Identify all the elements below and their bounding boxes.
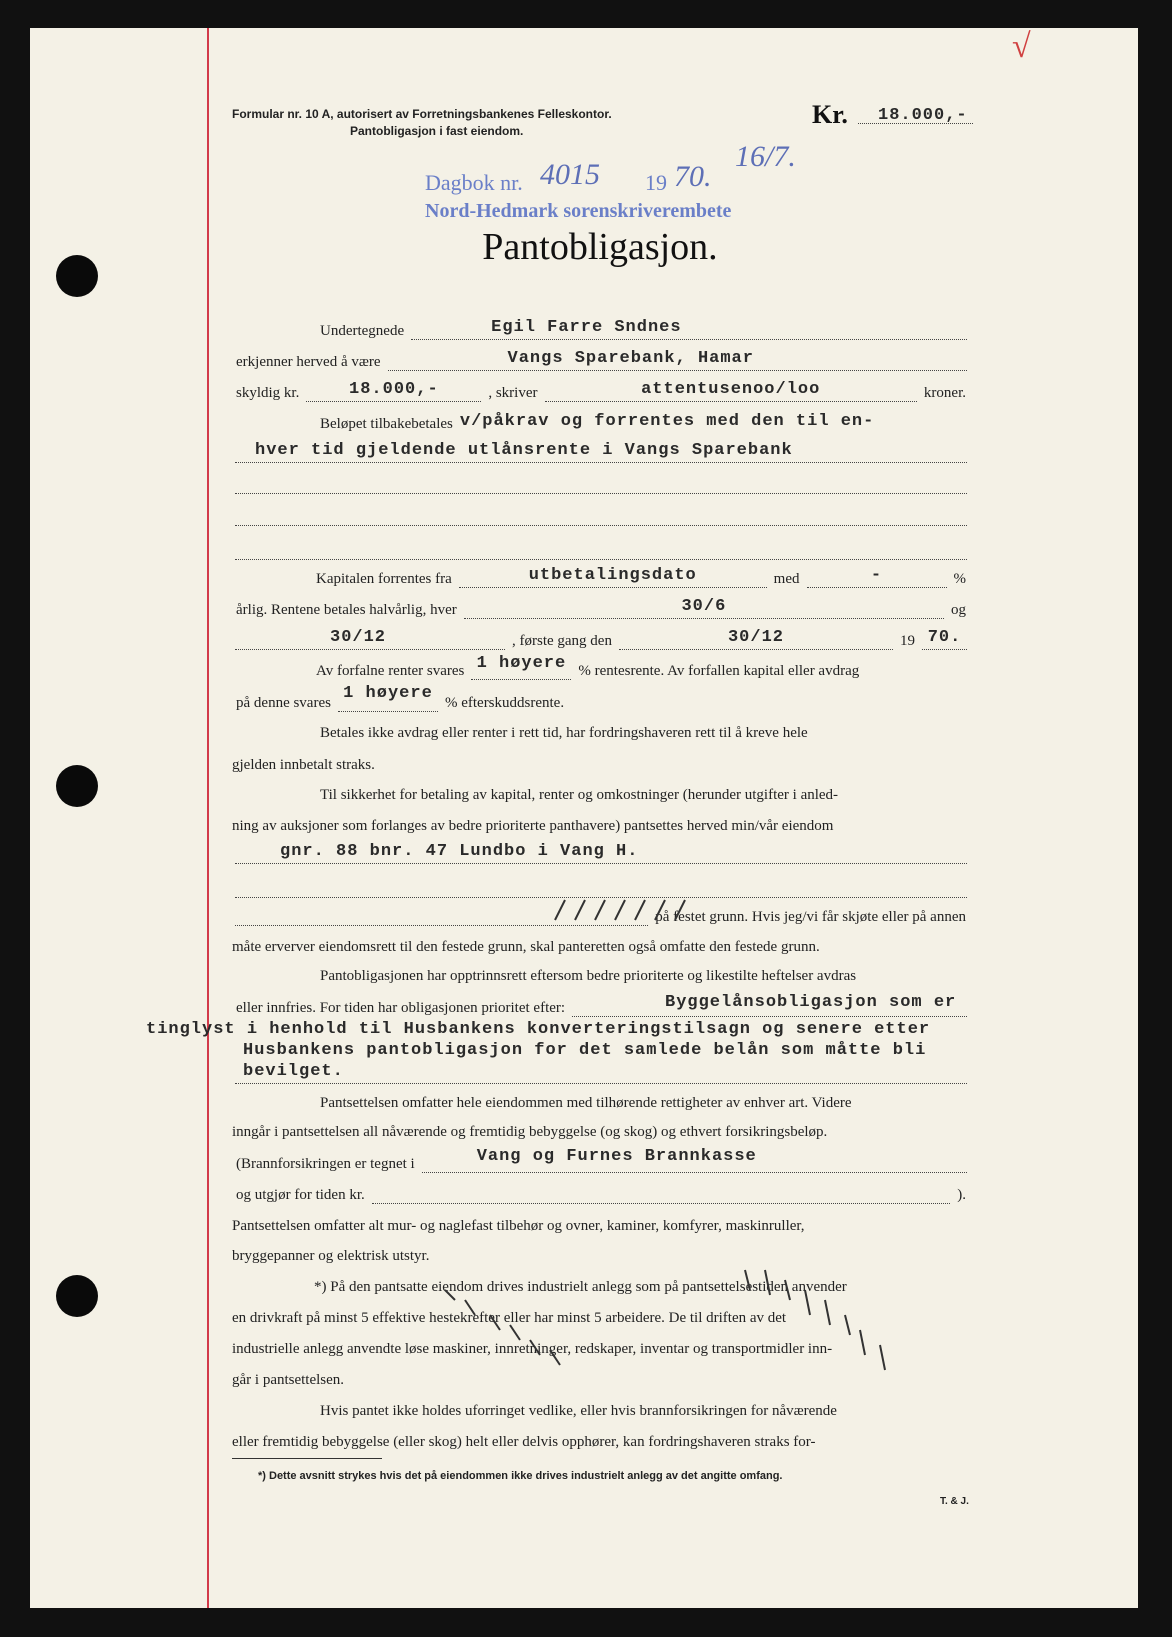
- check-mark: √: [1012, 28, 1031, 65]
- repayment-value: v/påkrav og forrentes med den til en-: [459, 412, 875, 431]
- year-suffix: 70.: [674, 160, 712, 193]
- paragraph-line: industrielle anlegg anvendte løse maskiner, innretninger, redskaper, inventar og transportmidler inn-: [232, 1341, 833, 1357]
- form-line-1: Formular nr. 10 A, autorisert av Forretningsbankenes Felleskontor.: [232, 107, 612, 121]
- paragraph-line: eller fremtidig bebyggelse (eller skog) helt eller delvis opphører, kan fordringshaveren straks for-: [232, 1434, 816, 1450]
- paragraph-line: går i pantsettelsen.: [232, 1372, 345, 1388]
- paragraph-line: Betales ikke avdrag eller renter i rett tid, har fordringshaveren rett til å kreve hele: [320, 725, 808, 741]
- priority-value-2: tinglyst i henhold til Husbankens konverteringstilsagn og senere etter: [146, 1020, 931, 1039]
- paragraph-line: ning av auksjoner som forlanges av bedre prioriterte panthavere) pantsettes herved min/vår eiendom: [232, 818, 834, 834]
- paragraph-line: inngår i pantsettelsen all nåværende og fremtidig bebyggelse (og skog) og ethvert forsikringsbeløp.: [232, 1124, 828, 1140]
- interest-rate-value: -: [870, 566, 883, 585]
- field-label: på denne svares: [236, 695, 331, 711]
- kr-amount: 18.000,-: [878, 106, 968, 125]
- priority-value-1: Byggelånsobligasjon som er: [665, 993, 957, 1012]
- field-label: kroner.: [923, 385, 966, 401]
- field-label: , skriver: [488, 385, 538, 401]
- field-label: , første gang den: [512, 633, 612, 649]
- field-label: % rentesrente. Av forfallen kapital eller avdrag: [578, 663, 860, 679]
- paragraph-line: Pantsettelsen omfatter alt mur- og naglefast tilbehør og ovner, kaminer, komfyrer, maskinruller,: [232, 1218, 805, 1234]
- page-title: Pantobligasjon.: [482, 226, 718, 268]
- fire-insurer-value: Vang og Furnes Brannkasse: [476, 1147, 757, 1166]
- footnote: *) Dette avsnitt strykes hvis det på eiendommen ikke drives industrielt anlegg av det angitte omfang.: [258, 1470, 783, 1482]
- field-label: skyldig kr.: [236, 385, 300, 401]
- first-payment-value: 30/12: [727, 628, 784, 647]
- paragraph-line: *) På den pantsatte eiendom drives industrielt anlegg som på pantsettelsestiden anvender: [314, 1279, 847, 1295]
- late-capital-interest-value: 1 høyere: [343, 684, 433, 703]
- field-label: og: [951, 602, 966, 618]
- kr-label: Kr.: [812, 100, 848, 129]
- field-label: Undertegnede: [320, 323, 405, 339]
- interest-from-value: utbetalingsdato: [528, 566, 697, 585]
- dagbok-label: Dagbok nr.: [425, 170, 523, 195]
- first-payment-year: 70.: [927, 628, 962, 647]
- field-label: og utgjør for tiden kr.: [236, 1187, 365, 1203]
- payment-date-2-value: 30/12: [330, 628, 387, 647]
- field-label: Av forfalne renter svares: [316, 663, 465, 679]
- property-value: gnr. 88 bnr. 47 Lundbo i Vang H.: [280, 842, 639, 861]
- paragraph-line: en drivkraft på minst 5 effektive hestekrefter eller har minst 5 arbeidere. De til driften av det: [232, 1310, 787, 1326]
- late-interest-value: 1 høyere: [476, 654, 567, 673]
- percent-sign: %: [953, 571, 966, 587]
- paragraph-line: eller innfries. For tiden har obligasjonen prioritet efter:: [236, 1000, 566, 1016]
- amount-words-value: attentusenoo/loo: [641, 380, 821, 399]
- field-label: årlig. Rentene betales halvårlig, hver: [236, 602, 457, 618]
- undertegnede-value: Egil Farre Sndnes: [491, 318, 682, 337]
- paragraph-line: Pantobligasjonen har opptrinnsrett eftersom bedre prioriterte og likestilte heftelser avdras: [320, 968, 857, 984]
- repayment-value-cont: hver tid gjeldende utlånsrente i Vangs Sparebank: [255, 441, 793, 460]
- field-label: (Brannforsikringen er tegnet i: [236, 1156, 415, 1172]
- paragraph-line: Pantsettelsen omfatter hele eiendommen med tilhørende rettigheter av enhver art. Videre: [320, 1095, 852, 1111]
- priority-value-4: bevilget.: [243, 1062, 344, 1081]
- field-label: erkjenner herved å være: [236, 354, 381, 370]
- payment-date-value: 30/6: [681, 597, 727, 616]
- paragraph-line: måte erverver eiendomsrett til den festede grunn, skal panteretten også omfatte den festede grunn.: [232, 939, 820, 955]
- field-label: 19: [900, 633, 915, 649]
- office-stamp: Nord-Hedmark sorenskriverembete: [425, 200, 732, 222]
- field-label: ).: [957, 1187, 966, 1203]
- paragraph-line: Til sikkerhet for betaling av kapital, renter og omkostninger (herunder utgifter i anled-: [320, 787, 839, 803]
- paragraph-line: på festet grunn. Hvis jeg/vi får skjøte eller på annen: [655, 909, 966, 925]
- field-label: Beløpet tilbakebetales: [320, 416, 453, 432]
- paragraph-line: bryggepanner og elektrisk utstyr.: [232, 1248, 430, 1264]
- form-line-2: Pantobligasjon i fast eiendom.: [350, 124, 524, 138]
- year-prefix: 19: [645, 170, 667, 195]
- printer-mark: T. & J.: [940, 1496, 969, 1507]
- creditor-value: Vangs Sparebank, Hamar: [507, 349, 754, 368]
- field-label: Kapitalen forrentes fra: [316, 571, 452, 587]
- paragraph-line: gjelden innbetalt straks.: [232, 757, 375, 773]
- stamp-date: 16/7.: [735, 140, 796, 173]
- amount-value: 18.000,-: [349, 380, 439, 399]
- priority-value-3: Husbankens pantobligasjon for det samlede belån som måtte bli: [243, 1041, 927, 1060]
- dagbok-number: 4015: [540, 158, 600, 191]
- field-label: med: [773, 571, 800, 587]
- field-label: % efterskuddsrente.: [444, 695, 565, 711]
- paragraph-line: Hvis pantet ikke holdes uforringet vedlike, eller hvis brannforsikringen for nåværende: [320, 1403, 837, 1419]
